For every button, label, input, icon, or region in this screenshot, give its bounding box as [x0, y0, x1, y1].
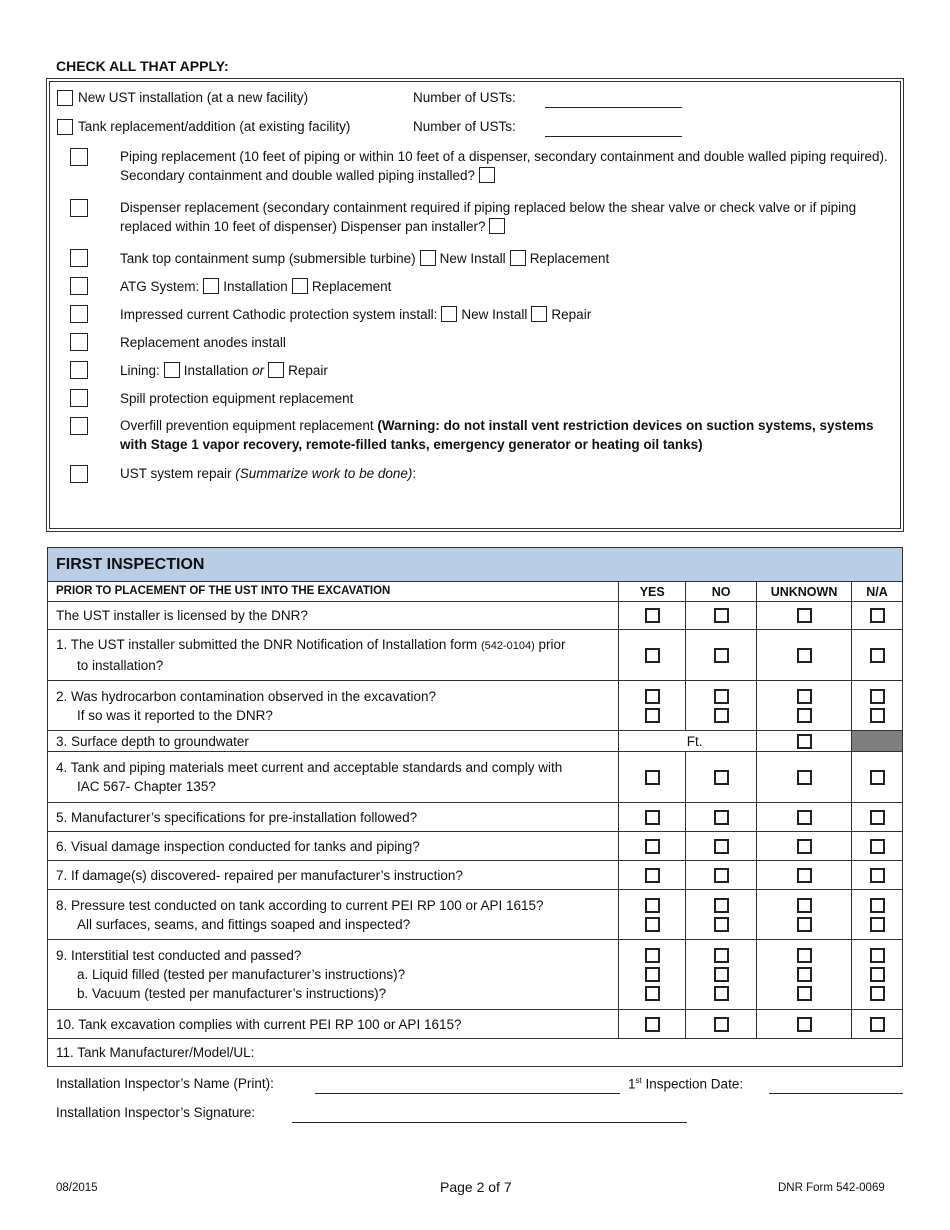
column-header-no: NO [686, 582, 757, 602]
yes-checkbox[interactable] [645, 868, 660, 883]
overfill-item: Overfill prevention equipment replacement (Warning: do not install vent restriction devices on suction systems, systems with Stage 1 vapor recovery, remote-filled tanks, emergency generator or heating oil tanks) [120, 418, 874, 452]
anodes-checkbox[interactable] [70, 333, 88, 351]
lining-repair-checkbox[interactable] [268, 362, 284, 378]
inspector-signature-label: Installation Inspector’s Signature: [56, 1105, 256, 1120]
na-checkbox[interactable] [870, 986, 885, 1001]
yes-checkbox[interactable] [645, 708, 660, 723]
table-row-q10 [48, 1010, 903, 1039]
no-checkbox[interactable] [714, 986, 729, 1001]
dispenser-replacement-item: Dispenser replacement (secondary containment required if piping replaced below the shear valve or check valve or if piping replaced within 10 feet of dispenser) Dispenser pan installer? [120, 200, 857, 234]
inspection-date-field[interactable] [769, 1093, 903, 1094]
unknown-checkbox[interactable] [797, 708, 812, 723]
overfill-warning: (Warning: do not install vent restriction devices on suction systems, systems with Stage 1 vapor recovery, remote-filled tanks, emergency generator or heating oil tanks) [120, 418, 874, 452]
question-text: The UST installer is licensed by the DNR? [48, 602, 619, 630]
na-disabled-cell [852, 731, 903, 752]
no-checkbox[interactable] [714, 917, 729, 932]
na-checkbox[interactable] [870, 948, 885, 963]
question-text: 8. Pressure test conducted on tank according to current PEI RP 100 or API 1615? All surfaces, seams, and fittings soaped and inspected? [48, 890, 619, 940]
sump-replacement-checkbox[interactable] [510, 250, 526, 266]
no-checkbox[interactable] [714, 1017, 729, 1032]
no-checkbox[interactable] [714, 898, 729, 913]
cathodic-repair-checkbox[interactable] [531, 306, 547, 322]
dispenser-pan-checkbox[interactable] [489, 218, 505, 234]
unknown-checkbox[interactable] [797, 948, 812, 963]
unknown-checkbox[interactable] [797, 967, 812, 982]
yes-checkbox[interactable] [645, 1017, 660, 1032]
footer-date: 08/2015 [56, 1182, 98, 1194]
table-row-q5 [48, 803, 903, 832]
inspector-name-field[interactable] [315, 1093, 620, 1094]
question-text: 2. Was hydrocarbon contamination observed in the excavation? If so was it reported to the DNR? [48, 681, 619, 731]
yes-checkbox[interactable] [645, 770, 660, 785]
number-of-usts-label-2: Number of USTs: [413, 119, 516, 134]
feet-unit: Ft. [686, 733, 703, 749]
first-inspection-title: FIRST INSPECTION [48, 548, 903, 582]
yes-checkbox[interactable] [645, 948, 660, 963]
new-ust-label: New UST installation (at a new facility) [78, 90, 309, 105]
tank-replacement-checkbox[interactable] [57, 119, 73, 135]
no-checkbox[interactable] [714, 689, 729, 704]
no-checkbox[interactable] [714, 608, 729, 623]
na-checkbox[interactable] [870, 770, 885, 785]
column-header-unknown: UNKNOWN [757, 582, 852, 602]
piping-replacement-checkbox[interactable] [70, 148, 88, 166]
table-row-q11 [48, 1039, 903, 1067]
table-row-q1 [48, 630, 903, 681]
lining-installation-checkbox[interactable] [164, 362, 180, 378]
na-checkbox[interactable] [870, 810, 885, 825]
atg-item: ATG System: Installation Replacement [120, 279, 392, 294]
yes-checkbox[interactable] [645, 689, 660, 704]
question-text: 1. The UST installer submitted the DNR Notification of Installation form (542-0104) prior to installation? [48, 630, 619, 681]
no-checkbox[interactable] [714, 708, 729, 723]
ust-repair-checkbox[interactable] [70, 465, 88, 483]
yes-checkbox[interactable] [645, 810, 660, 825]
inspector-name-label: Installation Inspector’s Name (Print): [56, 1076, 274, 1091]
unknown-checkbox[interactable] [797, 898, 812, 913]
inspector-signature-field[interactable] [292, 1122, 687, 1123]
lining-item: Lining: Installation or Repair [120, 363, 328, 378]
spill-checkbox[interactable] [70, 389, 88, 407]
na-checkbox[interactable] [870, 868, 885, 883]
no-checkbox[interactable] [714, 839, 729, 854]
na-checkbox[interactable] [870, 689, 885, 704]
na-checkbox[interactable] [870, 708, 885, 723]
no-checkbox[interactable] [714, 770, 729, 785]
no-checkbox[interactable] [714, 648, 729, 663]
overfill-checkbox[interactable] [70, 417, 88, 435]
table-row-q8 [48, 890, 903, 940]
no-checkbox[interactable] [714, 868, 729, 883]
inspection-date-label: 1st Inspection Date: [628, 1076, 744, 1092]
number-of-usts-field[interactable] [545, 107, 682, 108]
unknown-checkbox[interactable] [797, 868, 812, 883]
na-checkbox[interactable] [870, 1017, 885, 1032]
yes-checkbox[interactable] [645, 917, 660, 932]
question-text: 9. Interstitial test conducted and passed? a. Liquid filled (tested per manufacturer’s instructions)? b. Vacuum (tested per manufacturer’s instructions)? [48, 940, 619, 1010]
unknown-checkbox[interactable] [797, 839, 812, 854]
question-text: 7. If damage(s) discovered- repaired per manufacturer’s instruction? [48, 861, 619, 890]
number-of-usts-label: Number of USTs: [413, 90, 516, 105]
table-row-q6 [48, 832, 903, 861]
unknown-checkbox[interactable] [797, 986, 812, 1001]
yes-checkbox[interactable] [645, 839, 660, 854]
unknown-checkbox[interactable] [797, 1017, 812, 1032]
groundwater-depth-field[interactable] [619, 731, 757, 752]
first-inspection-table [47, 547, 903, 1067]
yes-checkbox[interactable] [645, 986, 660, 1001]
yes-checkbox[interactable] [645, 648, 660, 663]
na-checkbox[interactable] [870, 839, 885, 854]
table-row-q9 [48, 940, 903, 1010]
na-checkbox[interactable] [870, 898, 885, 913]
na-checkbox[interactable] [870, 967, 885, 982]
unknown-checkbox[interactable] [797, 689, 812, 704]
table-row-q2 [48, 681, 903, 731]
unknown-checkbox[interactable] [797, 810, 812, 825]
dispenser-replacement-checkbox[interactable] [70, 199, 88, 217]
lining-checkbox[interactable] [70, 361, 88, 379]
yes-checkbox[interactable] [645, 967, 660, 982]
na-checkbox[interactable] [870, 648, 885, 663]
spill-item: Spill protection equipment replacement [120, 391, 354, 406]
yes-checkbox[interactable] [645, 608, 660, 623]
column-header-yes: YES [619, 582, 686, 602]
table-row-q3 [48, 731, 903, 752]
atg-checkbox[interactable] [70, 277, 88, 295]
no-checkbox[interactable] [714, 967, 729, 982]
tank-replacement-label: Tank replacement/addition (at existing facility) [78, 119, 351, 134]
yes-checkbox[interactable] [645, 898, 660, 913]
question-text: 10. Tank excavation complies with current PEI RP 100 or API 1615? [48, 1010, 619, 1039]
question-text: 5. Manufacturer’s specifications for pre-installation followed? [48, 803, 619, 832]
sump-item: Tank top containment sump (submersible turbine) New Install Replacement [120, 251, 610, 266]
sump-checkbox[interactable] [70, 249, 88, 267]
no-checkbox[interactable] [714, 948, 729, 963]
table-row-q7 [48, 861, 903, 890]
unknown-checkbox[interactable] [797, 648, 812, 663]
number-of-usts-field-2[interactable] [545, 136, 682, 137]
question-text: 3. Surface depth to groundwater [48, 731, 619, 752]
no-checkbox[interactable] [714, 810, 729, 825]
cathodic-item: Impressed current Cathodic protection system install: New Install Repair [120, 307, 592, 322]
atg-replacement-checkbox[interactable] [292, 278, 308, 294]
table-subheader: PRIOR TO PLACEMENT OF THE UST INTO THE EXCAVATION [48, 582, 619, 602]
sump-new-install-checkbox[interactable] [420, 250, 436, 266]
secondary-containment-checkbox[interactable] [479, 167, 495, 183]
cathodic-new-install-checkbox[interactable] [441, 306, 457, 322]
atg-installation-checkbox[interactable] [203, 278, 219, 294]
new-ust-checkbox[interactable] [57, 90, 73, 106]
tank-manufacturer-field[interactable]: 11. Tank Manufacturer/Model/UL: [48, 1039, 903, 1067]
na-checkbox[interactable] [870, 608, 885, 623]
question-text: 4. Tank and piping materials meet current and acceptable standards and comply with IAC 567- Chapter 135? [48, 752, 619, 803]
unknown-checkbox[interactable] [797, 770, 812, 785]
unknown-checkbox[interactable] [797, 608, 812, 623]
cathodic-checkbox[interactable] [70, 305, 88, 323]
ust-repair-item: UST system repair (Summarize work to be done): [120, 466, 417, 481]
column-header-na: N/A [852, 582, 903, 602]
table-row-licensed [48, 602, 903, 630]
question-text: 6. Visual damage inspection conducted for tanks and piping? [48, 832, 619, 861]
na-checkbox[interactable] [870, 917, 885, 932]
table-row-q4 [48, 752, 903, 803]
footer-form-number: DNR Form 542-0069 [778, 1182, 885, 1194]
section-heading: CHECK ALL THAT APPLY: [56, 58, 229, 74]
piping-replacement-item: Piping replacement (10 feet of piping or within 10 feet of a dispenser, secondary containment and double walled piping required). Secondary containment and double walled piping installed? [120, 149, 888, 183]
unknown-checkbox[interactable] [797, 917, 812, 932]
unknown-checkbox[interactable] [797, 734, 812, 749]
anodes-item: Replacement anodes install [120, 335, 286, 350]
footer-page-number: Page 2 of 7 [440, 1179, 512, 1195]
